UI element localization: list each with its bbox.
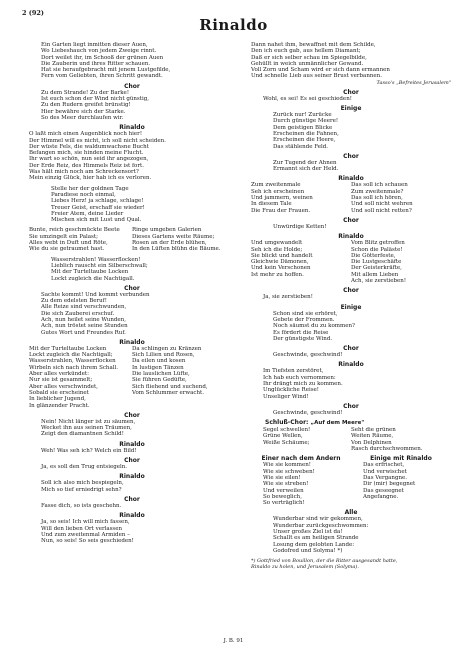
verse-line: Die Götterfeste, xyxy=(351,252,396,259)
stanza xyxy=(29,186,235,224)
verse-line: Unglückliche Reise! xyxy=(263,387,319,394)
verse-line: Zum zweitenmale? xyxy=(351,188,404,195)
verse-line: Nein! Nicht länger ist zu säumen, xyxy=(41,418,136,425)
stanza-right-half xyxy=(351,182,451,213)
verse-line: Mich so tief erniedrigt sehn? xyxy=(41,486,122,493)
verse-line: Und jammern, weinen xyxy=(251,195,313,202)
verse-line: Zum zweitenmale xyxy=(251,182,301,189)
stanza xyxy=(29,257,235,282)
verse-line: Wirbeln sich nach ihrem Schall. xyxy=(29,364,118,371)
speaker-chor: Chor xyxy=(124,411,140,419)
verse-line: Daß er sich selber schau im Spiegelbilde, xyxy=(251,54,367,61)
stanza xyxy=(251,516,451,554)
verse-line: Die Zauberin und ihres Ritter schauen. xyxy=(41,60,151,67)
speaker-rinaldo: Rinaldo xyxy=(338,361,364,369)
verse-line: In lieblicher Jugend, xyxy=(29,396,86,403)
verse-line: Das soll ich hören, xyxy=(351,195,403,202)
verse-line: Wie sie streben! xyxy=(263,481,309,488)
verse-line: Mit der Turteltaube Locken xyxy=(51,269,129,276)
schluss-chor-subtitle: „Auf dem Meere" xyxy=(310,420,365,427)
verse-line: Der wüste Fels, die waldumwachsne Bucht xyxy=(29,143,149,150)
verse-line: Alles webt in Duft und Röte, xyxy=(29,240,108,247)
stanza xyxy=(29,292,235,336)
verse-line: Zurück nur! Zurücke xyxy=(273,112,332,119)
stanza xyxy=(251,368,451,399)
stanza-left-half xyxy=(251,427,351,452)
speaker-rinaldo: Rinaldo xyxy=(338,175,364,183)
source-note: Tasso's „Befreites Jerusalem" xyxy=(376,79,451,86)
verse-line: Das stählende Feld. xyxy=(273,143,328,150)
verse-line: Angefangne. xyxy=(363,493,399,500)
verse-line: Sie führen Gedüfte, xyxy=(132,377,187,384)
verse-line: Wie sie kommen! xyxy=(263,462,311,469)
verse-line: Gebete der Frommen. xyxy=(273,316,335,323)
verse-line: Hat sie heraufgebracht mit jenem Lustgefilde, xyxy=(41,67,171,74)
stanza-right-half xyxy=(132,346,235,409)
page-number: 2 (92) xyxy=(22,9,44,17)
verse-line: Gehüllt in weich unmännlicher Gewand. xyxy=(251,60,364,67)
verse-line: Voll Zorn und Scham wird er sich dann ermannen xyxy=(251,67,390,74)
verse-line: Das geseegnet xyxy=(363,487,404,494)
verse-line: Was hält mich noch am Schreckensort? xyxy=(29,169,139,176)
verse-line: So des Meer durchlaufen wir. xyxy=(41,114,124,121)
speaker-chor: Chor xyxy=(343,402,359,410)
verse-line: Lockt zugleich die Nachtigall. xyxy=(51,275,135,282)
verse-line: Sie umzingelt ein Palast; xyxy=(29,233,98,240)
speaker-chor: Chor xyxy=(343,216,359,224)
verse-line: Nur sie ist gesammelt; xyxy=(29,377,93,384)
stanza xyxy=(29,519,235,544)
stanza xyxy=(251,224,451,230)
stanza xyxy=(251,410,451,416)
verse-line: Sich fliehend und suchend, xyxy=(132,383,208,390)
page-footer: J. B. 91 xyxy=(223,638,244,644)
speaker-chor: Chor xyxy=(343,345,359,353)
verse-line: Rosen an der Erde blühen, xyxy=(132,240,207,247)
verse-line: Dir (mir) begegnet xyxy=(363,481,416,488)
verse-line: Wie sie eilen! xyxy=(263,474,301,481)
verse-line: Befangen mich, sie hinden meine Flucht. xyxy=(29,150,144,157)
verse-line: Und zum zweitenmal Armiden – xyxy=(41,531,130,538)
stanza xyxy=(29,464,235,470)
verse-line: Zur Tugend der Ahnen xyxy=(273,159,337,166)
verse-line: Vom Blitz getroffen xyxy=(351,240,405,247)
verse-line: Ihr wart so schön, nun seid ihr angezogen, xyxy=(29,156,149,163)
stanza xyxy=(29,448,235,454)
speaker-chor: Chor xyxy=(124,284,140,292)
verse-line: Im Tiefsten zerstöret, xyxy=(263,368,324,375)
verse-line: Ach, nun tröstet seine Stunden xyxy=(41,323,128,330)
verse-line: Den ich euch gab, aus hellem Diamant; xyxy=(251,48,361,55)
speaker-rinaldo: Rinaldo xyxy=(119,440,145,448)
verse-line: Schon sind sie erhöret, xyxy=(273,310,338,317)
verse-line: Zu dem edelsten Beruf! xyxy=(41,298,107,305)
verse-line: Ich hab euch vernommen: xyxy=(263,374,336,381)
verse-line: In lustigen Tänzen xyxy=(132,364,184,371)
verse-line: Zu den Rudern greifet brünstig! xyxy=(41,102,131,109)
verse-line: Dieses Gartens weite Räume; xyxy=(132,233,215,240)
verse-line: Unser großes Ziel ist da! xyxy=(273,529,343,536)
speaker-einige: Einige xyxy=(340,105,362,113)
verse-line: In glänzender Pracht. xyxy=(29,402,90,409)
verse-line: Die Frau der Frauen. xyxy=(251,207,311,214)
verse-line: Ermannt sich der Held. xyxy=(273,166,339,173)
verse-line: Die Lustgeschäfte xyxy=(351,259,402,266)
verse-line: Die lauslichen Lüfte, xyxy=(132,371,190,378)
verse-line: Wasserstrahlen! Wasserflocken! xyxy=(51,256,141,263)
verse-line: Lieblich rauscht ein Silberschwall; xyxy=(51,262,148,269)
stanza-left-half xyxy=(29,227,132,252)
verse-line: Durch günstige Meere! xyxy=(273,118,339,125)
verse-line: Dem geistigen Blicke xyxy=(273,124,333,131)
verse-line: Erscheinen die Heere, xyxy=(273,137,336,144)
verse-line: Unwürdige Ketten! xyxy=(273,223,327,230)
verse-line: O laßt mich einen Augenblick noch hier! xyxy=(29,131,143,138)
verse-line: Dann nahet ihm, bewaffnet mit dem Schilde, xyxy=(251,42,376,48)
verse-line: Von Delphinen xyxy=(351,439,392,446)
verse-line: Gutes Wort und Freundes Ruf. xyxy=(41,329,126,336)
verse-line: So beweglich, xyxy=(263,493,302,500)
verse-line: Sich Lilien und Rosen, xyxy=(132,352,195,359)
speaker-einige: Einige xyxy=(340,303,362,311)
verse-line: Weh! Was seh ich? Welch ein Bild! xyxy=(41,447,137,454)
right-column xyxy=(251,42,451,570)
stanza-right-half xyxy=(351,427,451,452)
verse-line: In diesem Tale xyxy=(251,201,292,208)
verse-line: Bunte, reich geschmückte Beete xyxy=(29,227,120,234)
verse-line: Nun, so seis! So seis geschieden! xyxy=(41,538,134,545)
verse-line: Fasse dich, so ists geschehn. xyxy=(41,502,122,509)
two-column-stanza xyxy=(251,455,451,506)
verse-line: Losung dem gelobten Lande: xyxy=(273,541,355,548)
verse-line: Ja, so seis! Ich will mich fassen, xyxy=(41,519,130,526)
verse-line: Ihr drängt mich zu kommen. xyxy=(263,380,343,387)
verse-line: Wunderbar sind wir gekommen, xyxy=(273,516,363,523)
verse-line: Aber alles verschwindet, xyxy=(29,383,98,390)
speaker-alle: Alle xyxy=(344,509,358,517)
verse-line: Erscheinen die Fahnen, xyxy=(273,130,339,137)
verse-line: Rinaldo zu holen, und Jerusalem (Solyma). xyxy=(251,564,359,571)
verse-line: Und kein Verschonen xyxy=(251,265,311,272)
stanza xyxy=(251,311,451,342)
stanza xyxy=(251,352,451,358)
verse-line: Und verwischet xyxy=(363,468,407,475)
verse-line: Und schnelle Lieb aus seiner Brust verbannen. xyxy=(251,73,382,80)
verse-line: Dort weilet ihr, im Schooß der grünen Auen xyxy=(41,54,164,61)
verse-line: Noch säumst du zu kommen? xyxy=(273,323,355,330)
verse-line: Das soll ich schauen xyxy=(351,182,408,189)
verse-line: Gleichwie Dämonen, xyxy=(251,259,309,266)
stanza xyxy=(29,503,235,509)
speaker-rinaldo: Rinaldo xyxy=(338,233,364,241)
verse-line: Und umgewandelt xyxy=(251,240,303,247)
verse-line: Ein Garten liegt inmitten dieser Auen, xyxy=(41,42,148,48)
speaker-chor: Chor xyxy=(124,82,140,90)
left-column xyxy=(29,42,235,544)
verse-line: Der Geisterkräfte, xyxy=(351,265,402,272)
stanza xyxy=(251,160,451,173)
verse-line: Seh ich erscheinen xyxy=(251,188,305,195)
verse-line: *) Gottfried von Bouillon, der die Ritter ausgesandt hatte, xyxy=(251,558,398,565)
speaker-chor: Chor xyxy=(124,495,140,503)
verse-line: Soll ich also mich bespiegeln, xyxy=(41,480,124,487)
verse-line: Aber alles verkündet: xyxy=(29,371,89,378)
verse-line: Treuer Geist, erschaff sie wieder! xyxy=(51,204,145,211)
verse-line: Godofred und Solyma! *) xyxy=(273,547,343,554)
verse-line: Wo Liebeshauch von jedem Zweige rinnt. xyxy=(41,48,157,55)
verse-line: Fern vom Geliebten, ihren Schritt gewandt. xyxy=(41,73,163,80)
verse-line: Mit allem Lieben xyxy=(351,271,399,278)
verse-line: Mein einzig Glück, hier hab ich es verloren. xyxy=(29,175,152,182)
speaker-schluss-chor xyxy=(251,419,451,427)
verse-line: Sie blickt und handelt xyxy=(251,252,313,259)
verse-line: Ist mehr zu hoffen. xyxy=(251,271,304,278)
stanza-left-half xyxy=(251,455,351,506)
footnote xyxy=(251,558,451,570)
stanza-left-half xyxy=(251,240,351,284)
speaker-rinaldo: Rinaldo xyxy=(119,473,145,481)
speaker-rinaldo: Rinaldo xyxy=(119,338,145,346)
verse-line: Es fördert die Reise xyxy=(273,329,329,336)
two-column-stanza xyxy=(251,240,451,284)
verse-line: Wie sie schweben! xyxy=(263,468,315,475)
verse-line: Stelle her der goldnen Tage xyxy=(51,185,129,192)
verse-line: Ringe umgeben Galerien xyxy=(132,227,202,234)
stanza xyxy=(351,462,451,500)
verse-line: Wunderbar zurückgeschwommen: xyxy=(273,522,369,529)
verse-line: Ach, sie zerstieben! xyxy=(351,278,407,285)
two-column-stanza xyxy=(29,346,235,409)
verse-line: Vom Schlummer erwacht. xyxy=(132,389,204,396)
verse-line: In den Lüften blühn die Bäume. xyxy=(132,246,221,253)
page-title: Rinaldo xyxy=(199,16,268,34)
verse-line: Ja, es soll den Trug entsiegeln. xyxy=(41,464,128,471)
stanza-right-half xyxy=(351,240,451,284)
verse-line: Die sich Zauberei erschuf. xyxy=(41,310,115,317)
speaker-chor: Chor xyxy=(124,457,140,465)
verse-line: Will den lieben Ort verlassen xyxy=(41,525,123,532)
schluss-chor-label: Schluß-Chor: xyxy=(265,419,309,427)
stanza xyxy=(251,96,451,102)
verse-line: Zu dem Strande! Zu der Barke! xyxy=(41,89,130,96)
verse-line: Grüne Wellen, xyxy=(263,433,303,440)
verse-line: Da eilen und kosen xyxy=(132,358,186,365)
verse-line: Geschwinde, geschwind! xyxy=(273,352,343,359)
two-column-stanza xyxy=(29,227,235,252)
stanza xyxy=(29,480,235,493)
speaker-einer-nach-dem-andern: Einer nach dem Andern xyxy=(261,455,341,463)
verse-line: Weiße Schäume; xyxy=(263,439,310,446)
speaker-chor: Chor xyxy=(343,88,359,96)
speaker-chor: Chor xyxy=(343,152,359,160)
verse-line: Und verweilen xyxy=(263,487,304,494)
verse-line: Und soll nicht wehren xyxy=(351,201,413,208)
verse-line: Schallt es am heiligen Strande xyxy=(273,535,359,542)
verse-line: Wie du sie getraumet hast. xyxy=(29,246,105,253)
verse-line: Wohl, es sei! Es sei geschieden! xyxy=(263,95,352,102)
verse-line: Sobald sie erscheinet xyxy=(29,389,89,396)
stanza xyxy=(29,90,235,121)
verse-line: Ist euch schon der Wind nicht günstig, xyxy=(41,96,149,103)
verse-line: Unseliger Wind! xyxy=(263,393,309,400)
intro-stanza-left xyxy=(29,42,235,80)
two-column-stanza xyxy=(251,427,451,452)
verse-line: Seh ich die Holde; xyxy=(251,246,303,253)
verse-line: Wasserstrahlen, Wasserflocken xyxy=(29,358,116,365)
stanza xyxy=(29,419,235,438)
stanza xyxy=(29,131,235,181)
verse-line: So verträglich! xyxy=(263,500,305,507)
verse-line: Geschwinde, geschwind! xyxy=(273,409,343,416)
stanza xyxy=(251,294,451,300)
verse-line: Mischen sich mit Lust und Qual. xyxy=(51,217,142,224)
stanza xyxy=(251,462,351,506)
verse-line: Hier bewähre sich der Starke. xyxy=(41,108,126,115)
verse-line: Ja, sie zerstieben! xyxy=(263,294,313,301)
verse-line: Der Himmel will es nicht, ich soll nicht scheiden. xyxy=(29,137,166,144)
verse-line: Das Vergangne. xyxy=(363,474,408,481)
speaker-einige-mit-rinaldo: Einige mit Rinaldo xyxy=(370,455,432,463)
verse-line: Paradiese noch einmal, xyxy=(51,191,116,198)
verse-line: Da schlingen zu Kränzen xyxy=(132,345,202,352)
verse-line: Das erfrischet, xyxy=(363,462,405,469)
verse-line: Alle Reize sind verschwunden, xyxy=(41,304,127,311)
stanza-right-half xyxy=(351,455,451,506)
intro-stanza-right xyxy=(251,42,451,80)
stanza xyxy=(251,112,451,150)
verse-line: Liebes Herz! ja schlage, schlage! xyxy=(51,198,144,205)
speaker-rinaldo: Rinaldo xyxy=(119,512,145,520)
verse-line: Mit der Turteltaube Locken xyxy=(29,345,107,352)
speaker-rinaldo: Rinaldo xyxy=(119,124,145,132)
stanza-left-half xyxy=(251,182,351,213)
two-column-stanza xyxy=(251,182,451,213)
verse-line: Und soll nicht retten? xyxy=(351,207,412,214)
verse-line: Rasch durchschwommen. xyxy=(351,446,423,453)
verse-line: Lockt zugleich die Nachtigall; xyxy=(29,352,113,359)
verse-line: Wecket ihn aus seinen Träumen, xyxy=(41,425,132,432)
verse-line: Freier Atem, deine Lieder xyxy=(51,210,124,217)
verse-line: Der Erde Reiz, des Himmels Reiz ist fort. xyxy=(29,162,144,169)
verse-line: Der günstigste Wind. xyxy=(273,335,333,342)
verse-line: Segel schwellen! xyxy=(263,427,311,434)
verse-line: Schon die Paläste! xyxy=(351,246,403,253)
speaker-chor: Chor xyxy=(343,287,359,295)
verse-line: Ach, nun heilet seine Wunden, xyxy=(41,316,126,323)
verse-line: Seht die grünen xyxy=(351,427,396,434)
stanza-left-half xyxy=(29,346,132,409)
stanza-right-half xyxy=(132,227,235,252)
verse-line: Sachte kommt! Und kommt verbunden xyxy=(41,291,150,298)
verse-line: Weiten Räume, xyxy=(351,433,394,440)
verse-line: Zeigt den diamantnen Schild! xyxy=(41,431,124,438)
